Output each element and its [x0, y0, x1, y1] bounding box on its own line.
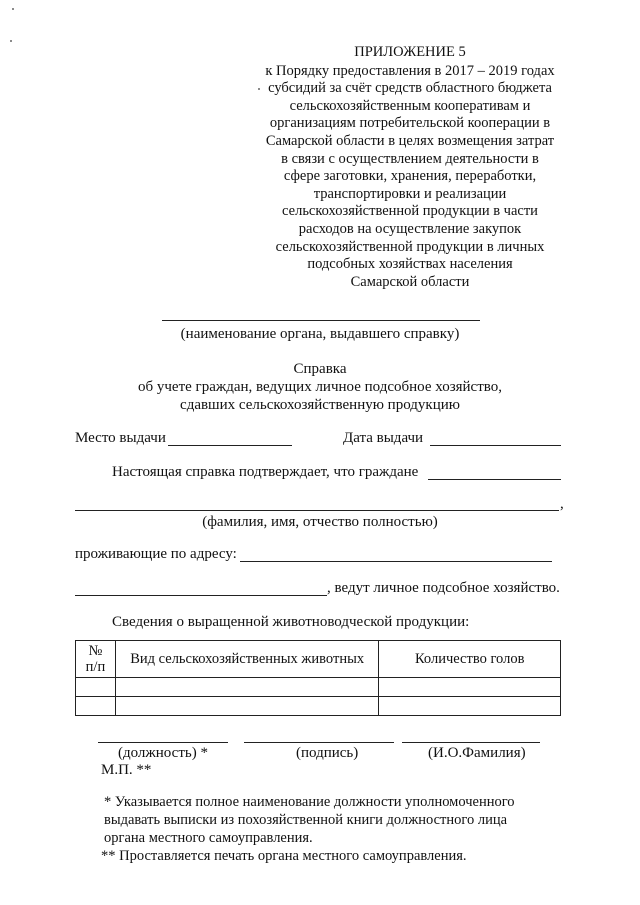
place-label: Место выдачи: [75, 430, 166, 446]
appendix-line: расходов на осуществление закупок: [298, 220, 522, 237]
scan-speck: [10, 40, 12, 42]
livestock-table: [75, 640, 561, 716]
citizens-field[interactable]: [428, 479, 561, 480]
address-field-continued[interactable]: [75, 595, 327, 596]
appendix-line: субсидий за счёт средств областного бюджета: [268, 80, 552, 97]
issuer-name-line[interactable]: [162, 320, 480, 321]
place-field[interactable]: [168, 445, 292, 446]
table-header-row: [76, 641, 561, 678]
appendix-line: организациям потребительской кооперации в: [269, 115, 551, 132]
sign-caption: (подпись): [296, 745, 359, 761]
livestock-heading: Сведения о выращенной животноводческой продукции:: [112, 614, 470, 630]
cell-head-count[interactable]: [379, 678, 561, 697]
appendix-heading: ПРИЛОЖЕНИЕ 5: [354, 44, 466, 60]
title-line: об учете граждан, ведущих личное подсобное хозяйство,: [138, 379, 502, 395]
appendix-line: транспортировки и реализации: [313, 185, 507, 202]
citizens-name-field[interactable]: [75, 510, 559, 511]
footnote-1-line: органа местного самоуправления.: [104, 830, 313, 846]
appendix-line: сельскохозяйственной продукции в части: [282, 203, 538, 220]
name-caption: (фамилия, имя, отчество полностью): [202, 514, 438, 530]
confirm-text: Настоящая справка подтверждает, что граждане: [112, 464, 419, 480]
appendix-line: в связи с осуществлением деятельности в: [281, 150, 539, 167]
cell-animal-type[interactable]: [115, 697, 379, 716]
footnote-1-line: * Указывается полное наименование должности уполномоченного: [104, 794, 515, 810]
position-signature-line[interactable]: [98, 742, 228, 743]
col-head-count-header: Количество голов: [379, 641, 561, 678]
address-field[interactable]: [240, 561, 552, 562]
sign-signature-line[interactable]: [244, 742, 394, 743]
scan-speck: [12, 8, 14, 10]
cell-animal-type[interactable]: [115, 678, 379, 697]
cell-head-count[interactable]: [379, 697, 561, 716]
appendix-line: Самарской области: [350, 273, 470, 290]
title-line: Справка: [293, 361, 347, 377]
appendix-line: сельскохозяйственным кооперативам и: [289, 97, 531, 114]
footnote-1-line: выдавать выписки из похозяйственной книги должностного лица: [104, 812, 508, 828]
col-animal-type-header: Вид сельскохозяйственных животных: [115, 641, 379, 678]
position-caption: (должность) *: [118, 745, 208, 761]
appendix-line: подсобных хозяйствах населения: [307, 256, 513, 273]
document-title: [100, 360, 540, 414]
table-row: [76, 678, 561, 697]
date-field[interactable]: [430, 445, 561, 446]
col-number-line2: п/п: [85, 659, 106, 675]
date-label: Дата выдачи: [343, 430, 424, 446]
cell-number[interactable]: [76, 678, 116, 697]
appendix-block: [240, 44, 580, 291]
appendix-line: сельскохозяйственной продукции в личных: [275, 238, 545, 255]
address-label: проживающие по адресу:: [75, 546, 237, 562]
col-number-line1: №: [88, 643, 103, 659]
footnote-2: ** Проставляется печать органа местного самоуправления.: [101, 848, 467, 864]
appendix-line: Самарской области в целях возмещения затрат: [265, 132, 555, 149]
household-text: , ведут личное подсобное хозяйство.: [327, 580, 560, 596]
table-row: [76, 697, 561, 716]
appendix-line: к Порядку предоставления в 2017 – 2019 годах: [265, 62, 555, 79]
name-caption-signature: (И.О.Фамилия): [428, 745, 526, 761]
cell-number[interactable]: [76, 697, 116, 716]
appendix-line: сфере заготовки, хранения, переработки,: [283, 168, 537, 185]
col-number-header: [76, 641, 116, 678]
name-signature-line[interactable]: [402, 742, 540, 743]
comma: ,: [560, 496, 564, 512]
issuer-caption: (наименование органа, выдавшего справку): [180, 326, 460, 342]
title-line: сдавших сельскохозяйственную продукцию: [180, 397, 460, 413]
stamp-label: М.П. **: [101, 762, 152, 778]
